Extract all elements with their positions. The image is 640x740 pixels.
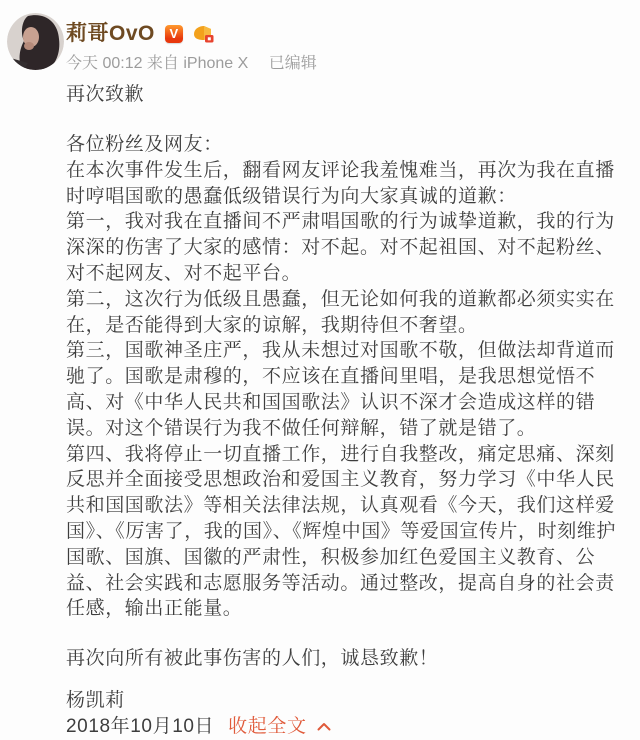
paragraph: 各位粉丝及网友： bbox=[66, 134, 223, 155]
post-meta bbox=[66, 54, 624, 74]
closing-line: 再次向所有被此事伤害的人们，诚恳致歉！ bbox=[66, 648, 439, 670]
collapse-full-text-link[interactable]: 收起全文 bbox=[228, 715, 307, 737]
paragraph: 第一，我对我在直播间不严肃唱国歌的行为诚挚道歉，我的行为深深的伤害了大家的感情：对不起。对不起祖国、对不起粉丝、对不起网友、对不起平台。 bbox=[66, 211, 615, 284]
signature: 杨凯莉 bbox=[66, 689, 125, 711]
post-date: 2018年10月10日 bbox=[66, 715, 215, 737]
paragraph: 在本次事件发生后，翻看网友评论我羞愧难当，再次为我在直播时哼唱国歌的愚蠢低级错误行为向大家真诚的道歉： bbox=[66, 159, 615, 207]
date-row bbox=[66, 714, 622, 740]
author-row bbox=[66, 22, 624, 46]
post-body bbox=[66, 132, 622, 740]
username[interactable]: 莉哥OvO bbox=[66, 22, 155, 45]
edited-label: 已编辑 bbox=[268, 55, 317, 72]
verified-v-icon: V bbox=[165, 25, 183, 43]
paragraph: 第四、我将停止一切直播工作，进行自我整改，痛定思痛、深刻反思并全面接受思想政治和爱国主义教育，努力学习《中华人民共和国国歌法》等相关法律法规，认真观看《今天，我们这样爱国》、《厉害了，我的国》、《辉煌中国》等爱国宣传片，时刻维护国歌、国旗、国徽的严肃性，积极参加红色爱国主义教育、公益、社会实践和志愿服务等活动。通过整改，提高自身的社会责任感，输出正能量。 bbox=[66, 443, 617, 620]
post-title: 再次致歉 bbox=[66, 84, 145, 105]
paragraph: 第三，国歌神圣庄严，我从未想过对国歌不敬，但做法却背道而驰了。国歌是肃穆的，不应该在直播间里唱，是我思想觉悟不高、对《中华人民共和国国歌法》认识不深才会造成这样的错误。对这个错误行为我不做任何辩解，错了就是错了。 bbox=[66, 340, 615, 439]
timestamp-source: 今天 00:12 来自 iPhone X bbox=[66, 55, 249, 72]
chevron-up-icon[interactable] bbox=[317, 722, 331, 731]
paragraph: 第二，这次行为低级且愚蠢，但无论如何我的道歉都必须实实在在，是否能得到大家的谅解，我期待但不奢望。 bbox=[66, 288, 615, 336]
avatar-photo bbox=[7, 13, 64, 70]
post-content bbox=[66, 0, 624, 740]
avatar[interactable] bbox=[7, 13, 64, 70]
megaphone-badge-icon bbox=[191, 24, 215, 44]
